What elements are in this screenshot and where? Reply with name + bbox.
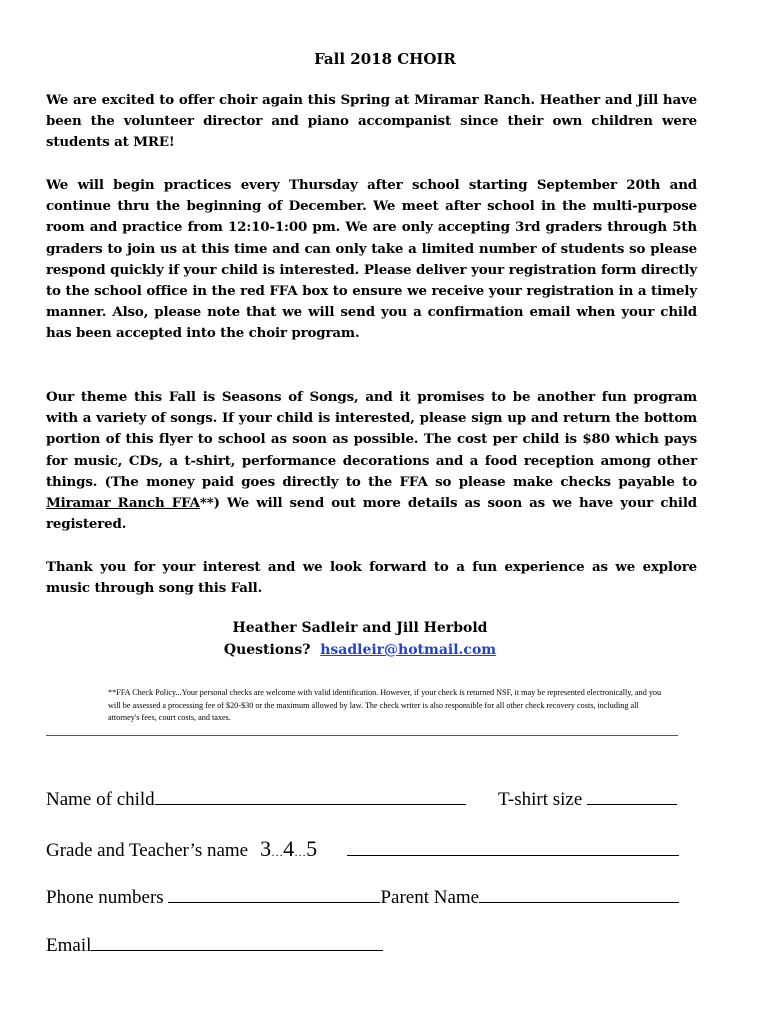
questions-label: Questions?: [223, 642, 311, 658]
schedule-paragraph: We will begin practices every Thursday after school starting September 20th and continue thru the beginning of December. We meet after school in the multi-purpose room and practice from 12:10-1:00 pm. We are only accepting 3rd graders through 5th graders to join us at this time and can only take a limited number of students so please respond quickly if your child is interested. Please deliver your registration form directly to the school office in the red FFA box to ensure we receive your registration in a timely manner. Also, please note that we will send you a confirmation email when your child has been accepted into the choir program.: [46, 177, 697, 342]
grade-teacher-label: Grade and Teacher’s name: [46, 840, 249, 861]
contact-email-link[interactable]: hsadleir@hotmail.com: [320, 642, 497, 658]
email-row: [46, 932, 383, 957]
thank-you-paragraph: Thank you for your interest and we look forward to a fun experience as we explore music through song this Fall.: [46, 559, 697, 597]
page-title: Fall 2018 CHOIR: [314, 50, 456, 68]
parent-name-field[interactable]: [479, 884, 679, 903]
parent-name-label: Parent Name: [380, 887, 480, 908]
phone-numbers-field[interactable]: [168, 884, 380, 903]
email-field[interactable]: [91, 932, 383, 951]
teacher-name-field[interactable]: [347, 837, 679, 856]
phone-parent-row: [46, 884, 679, 909]
grade-5-option[interactable]: 5: [306, 836, 318, 861]
payable-to-text: Miramar Ranch FFA: [46, 495, 200, 512]
theme-text-after: **) We will send out more details as soon as we have your child registered.: [46, 495, 698, 533]
email-label: Email: [46, 935, 92, 956]
phone-numbers-label: Phone numbers: [46, 887, 164, 908]
grade-separator: …: [271, 845, 284, 859]
child-name-row: [46, 786, 466, 811]
child-name-label: Name of child: [46, 789, 155, 810]
theme-text-before: Our theme this Fall is Seasons of Songs, and it promises to be another fun program with a variety of songs. If your child is interested, please sign up and return the bottom portion of this flyer to school as soon as possible. The cost per child is $80 which pays for music, CDs, a t-shirt, performance decorations and a food reception among other things. (The money paid goes directly to the FFA so please make checks payable to: [46, 389, 697, 490]
grade-options: [260, 836, 317, 861]
grade-4-option[interactable]: 4: [283, 836, 295, 861]
child-name-field[interactable]: [155, 786, 466, 805]
theme-paragraph: [46, 387, 697, 535]
tshirt-size-label: T-shirt size: [498, 789, 583, 810]
grade-teacher-row: [46, 836, 679, 862]
ffa-check-policy: **FFA Check Policy...Your personal checks are welcome with valid identification. However, if your check is returned NSF, it may be represented electronically, and you will be assessed a processing fee of $20-$30 or the maximum allowed by law. The check writer is also responsible for all other check recovery costs, including all attorney's fees, court costs, and taxes.: [108, 688, 662, 722]
tshirt-size-field[interactable]: [587, 786, 677, 805]
grade-3-option[interactable]: 3: [260, 836, 272, 861]
cut-line-divider: [46, 735, 678, 736]
signature-names: Heather Sadleir and Jill Herbold: [232, 620, 488, 636]
intro-paragraph: We are excited to offer choir again this Spring at Miramar Ranch. Heather and Jill have been the volunteer director and piano accompanist since their own children were students at MRE!: [46, 92, 697, 151]
tshirt-size-row: [498, 786, 677, 811]
grade-separator: …: [294, 845, 307, 859]
questions-line: [0, 642, 720, 658]
